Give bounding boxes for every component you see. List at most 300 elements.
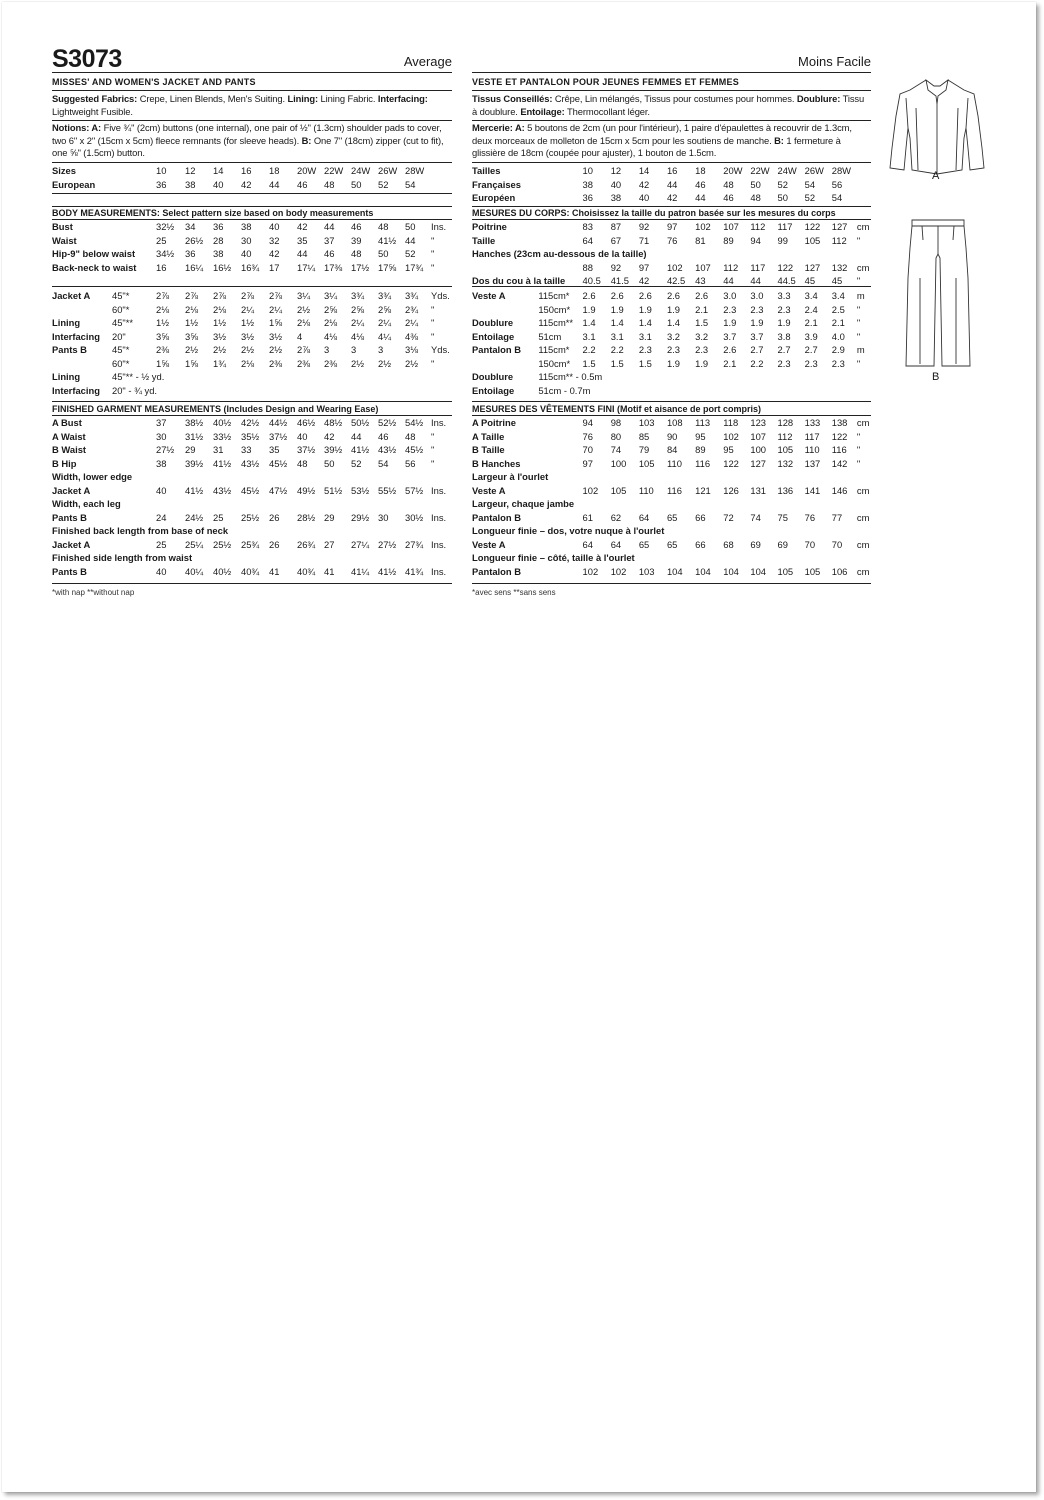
cell-value: 1⅝: [185, 357, 199, 369]
divider: [52, 72, 452, 73]
cell-value: 46½: [297, 417, 316, 428]
row-unit: ": [431, 317, 435, 328]
cell-value: 3.9: [804, 330, 818, 342]
cell-value: 2.1: [804, 317, 818, 328]
cell-value: 44: [666, 178, 678, 190]
cell-value: 48: [297, 457, 308, 469]
cell-value: 99: [777, 234, 788, 246]
cell-value: 74: [610, 444, 622, 455]
row-subtype: [538, 565, 582, 579]
cell-value: [185, 384, 213, 398]
row-unit: ": [856, 444, 861, 455]
row-label: Doublure: [472, 371, 514, 382]
cell-value: 132: [831, 261, 848, 273]
cell-value: 51½: [324, 484, 343, 496]
table-row: [52, 524, 453, 538]
cell-value: 1.9: [638, 303, 652, 315]
row-subtype: 60"*: [112, 357, 130, 369]
footnote-en: *with nap **without nap: [52, 588, 135, 597]
cell-value: 42: [324, 430, 335, 442]
body-measurements-title-en: BODY MEASUREMENTS: Select pattern size based on body measurements: [52, 208, 374, 218]
cell-value: 79: [638, 444, 650, 455]
row-subtype: [112, 538, 156, 552]
cell-value: 52: [405, 248, 416, 259]
table-row: [52, 370, 453, 384]
cell-value: 2⅛: [156, 303, 170, 315]
cell-value: 2.1: [723, 357, 737, 369]
cell-value: 1.4: [610, 317, 624, 328]
row-unit: ": [431, 457, 435, 469]
divider: [472, 72, 871, 73]
cell-value: [667, 384, 695, 398]
table-row: [472, 484, 871, 498]
cell-value: 32½: [156, 221, 175, 232]
cell-value: 43½: [241, 457, 260, 469]
row-unit: ": [856, 457, 861, 469]
cell-value: 1⅝: [269, 317, 283, 328]
table-row: [472, 524, 871, 538]
cell-value: 31: [213, 444, 224, 455]
cell-value: [750, 384, 777, 398]
cell-value: 1.9: [695, 357, 709, 369]
cell-value: 1.9: [666, 303, 681, 315]
cell-value: 102: [582, 565, 599, 577]
row-unit: cm: [856, 417, 870, 428]
cell-value: 14: [638, 165, 650, 176]
cell-value: 40: [213, 178, 224, 190]
table-row: [52, 261, 453, 275]
cell-value: 37½: [269, 430, 288, 442]
table-row: [472, 343, 871, 357]
cell-value: 45½: [405, 444, 424, 455]
cell-value: 105: [610, 484, 627, 496]
fabrics-fr: Tissus Conseillés: Crêpe, Lin mélangés, Tissus pour costumes pour hommes. Doublure: Tissu à doublure. Entoilage: Thermocollant léger.: [472, 93, 865, 117]
cell-value: 2.6: [695, 290, 709, 301]
table-row: [52, 565, 453, 579]
cell-value: 41½: [185, 484, 204, 496]
cell-value: 103: [638, 417, 655, 428]
row-subtype: [112, 178, 156, 192]
cell-value: 40½: [213, 565, 232, 577]
cell-value: 25¼: [185, 538, 204, 550]
cell-value: 76: [582, 430, 593, 442]
cell-value: 1½: [213, 317, 227, 328]
cell-value: 48½: [324, 417, 343, 428]
row-subtype: 45"*: [112, 290, 130, 301]
cell-value: 44: [297, 248, 308, 259]
cell-value: 2⅞: [297, 344, 311, 355]
cell-value: 1.9: [582, 303, 596, 315]
cell-value: 104: [695, 565, 711, 577]
jacket-a-drawing: [882, 78, 992, 378]
cell-value: 42½: [241, 417, 260, 428]
cell-value: [695, 384, 723, 398]
cell-value: 142: [831, 457, 848, 469]
cell-value: 30½: [405, 511, 424, 523]
cell-value: 77: [831, 511, 843, 523]
cell-value: 3¼: [324, 290, 338, 301]
row-label: Pants B: [52, 344, 87, 355]
cell-value: 12: [185, 165, 196, 176]
cell-value: 16¼: [185, 261, 204, 273]
row-unit: [857, 370, 871, 384]
row-label: A Poitrine: [472, 417, 516, 428]
table-row: [52, 416, 453, 430]
cell-value: 42: [638, 178, 650, 190]
table-row: [472, 565, 871, 579]
cell-value: [269, 384, 297, 398]
row-subtype: [538, 220, 582, 234]
table-row: [472, 316, 871, 330]
cell-value: 57½: [405, 484, 424, 496]
cell-value: [297, 370, 324, 384]
cell-value: 2.5: [831, 303, 845, 315]
table-row: [472, 164, 871, 178]
cell-value: 146: [831, 484, 848, 496]
row-subtype: [112, 565, 156, 579]
row-label: Lining: [52, 371, 81, 382]
cell-value: 36: [582, 192, 593, 203]
cell-value: 3¾: [378, 290, 392, 301]
row-unit: [431, 178, 453, 192]
cell-value: 3.0: [750, 290, 764, 301]
cell-value: 1.9: [610, 303, 624, 315]
cell-value: 35½: [241, 430, 260, 442]
cell-value: 3⅛: [405, 344, 419, 355]
row-label: Width, lower edge: [52, 471, 133, 482]
table-row: [472, 357, 871, 371]
row-subtype: [112, 164, 156, 178]
cell-value: 69: [777, 538, 788, 550]
row-unit: Yds.: [431, 344, 450, 355]
cell-value: 54: [831, 192, 843, 203]
table-row: [52, 470, 453, 484]
cell-value: 25: [156, 538, 167, 550]
row-label: [52, 357, 112, 371]
cell-value: 2¼: [241, 303, 255, 315]
row-subtype: 115cm*: [538, 290, 570, 301]
row-label: [472, 357, 538, 371]
cell-value: 30: [378, 511, 389, 523]
row-unit: Ins.: [431, 221, 447, 232]
cell-value: 22W: [324, 165, 344, 176]
row-label: Width, each leg: [52, 498, 121, 509]
garment-title-en: MISSES' AND WOMEN'S JACKET AND PANTS: [52, 77, 256, 87]
cell-value: 65: [666, 511, 678, 523]
cell-value: 117: [777, 221, 793, 232]
cell-value: 40: [241, 248, 252, 259]
row-label: Longueur finie – dos, votre nuque à l'ourlet: [472, 525, 665, 536]
cell-value: 30: [241, 234, 252, 246]
cell-value: 40: [156, 484, 167, 496]
cell-value: 27¾: [405, 538, 424, 550]
cell-value: 37½: [297, 444, 316, 455]
cell-value: 50: [777, 192, 788, 203]
table-row: [52, 497, 453, 511]
cell-value: 112: [777, 430, 793, 442]
cell-value: 46: [695, 178, 706, 190]
cell-value: 24½: [185, 511, 204, 523]
cell-value: 74: [750, 511, 761, 523]
finished-table-fr: [472, 416, 871, 578]
row-label: Pantalon B: [472, 344, 521, 355]
cell-value: [750, 370, 777, 384]
cell-value: 84: [666, 444, 678, 455]
garment-title-fr: VESTE ET PANTALON POUR JEUNES FEMMES ET FEMMES: [472, 77, 739, 87]
cell-value: 48: [351, 248, 362, 259]
cell-value: 110: [804, 444, 820, 455]
cell-value: 117: [804, 430, 820, 442]
table-row: [52, 484, 453, 498]
row-subtype: 51cm: [538, 330, 562, 342]
table-row: [472, 384, 871, 398]
table-row: [52, 234, 453, 248]
cell-value: 18: [695, 165, 706, 176]
cell-value: 94: [582, 417, 593, 428]
cell-value: 133: [804, 417, 821, 428]
cell-value: 25½: [241, 511, 260, 523]
sizes-table-fr: [472, 164, 871, 205]
row-subtype: 45"**: [112, 317, 134, 328]
cell-value: 16: [156, 261, 167, 273]
row-unit: ": [431, 330, 435, 342]
cell-value: 50: [750, 178, 761, 190]
cell-value: 10: [156, 165, 167, 176]
cell-value: 39: [351, 234, 362, 246]
cell-value: 44½: [269, 417, 288, 428]
row-label: [52, 303, 112, 317]
cell-value: 136: [777, 484, 794, 496]
cell-value: 33½: [213, 430, 232, 442]
cell-value: 17½: [351, 261, 370, 273]
row-subtype: [538, 416, 582, 430]
row-label: Back-neck to waist: [52, 261, 137, 273]
row-unit: Ins.: [431, 417, 447, 428]
cell-value: 2⅝: [351, 303, 365, 315]
cell-value: 2⅞: [185, 290, 199, 301]
cell-value: 2.2: [610, 344, 624, 355]
cell-value: 3.4: [831, 290, 845, 301]
cell-value: 2⅜: [297, 357, 311, 369]
cell-value: 2¼: [405, 317, 419, 328]
row-unit: [857, 384, 871, 398]
cell-value: 3.8: [777, 330, 791, 342]
row-unit: ": [856, 357, 861, 369]
row-label: [472, 261, 538, 275]
cell-value: 48: [324, 178, 335, 190]
row-subtype: [112, 484, 156, 498]
cell-value: [378, 370, 405, 384]
cell-value: 127: [831, 221, 848, 232]
cell-value: 2½: [269, 344, 283, 355]
table-row: [472, 497, 871, 511]
cell-value: 16¾: [241, 261, 260, 273]
row-subtype: [538, 443, 582, 457]
cell-value: 3¼: [297, 290, 311, 301]
row-label: Veste A: [472, 538, 506, 550]
cell-value: 2⅝: [324, 303, 338, 315]
row-label: Interfacing: [52, 384, 100, 396]
cell-value: 2.6: [723, 344, 737, 355]
cell-value: 47½: [269, 484, 288, 496]
table-row: [472, 303, 871, 317]
cell-value: 45: [831, 275, 843, 286]
cell-value: 3.0: [723, 290, 737, 301]
cell-value: 102: [610, 565, 627, 577]
divider: [52, 120, 452, 121]
row-subtype: [538, 191, 582, 205]
cell-value: 102: [666, 261, 683, 273]
yardage-table-en: [52, 289, 452, 397]
cell-value: 126: [723, 484, 739, 496]
cell-value: 92: [610, 261, 622, 273]
cell-value: [723, 384, 750, 398]
cell-value: 1.4: [638, 317, 652, 328]
cell-value: 95: [695, 430, 706, 442]
cell-value: [241, 370, 269, 384]
cell-value: 2.3: [666, 344, 681, 355]
row-unit: [431, 164, 453, 178]
row-unit: cm: [856, 221, 870, 232]
cell-value: 29: [324, 511, 335, 523]
measurement-grid: [52, 416, 453, 578]
cell-value: 2.1: [831, 317, 845, 328]
table-row: [472, 234, 871, 248]
measurement-grid: [52, 220, 453, 274]
cell-value: 107: [723, 221, 739, 232]
cell-value: 2.6: [638, 290, 652, 301]
cell-value: 1.5: [582, 357, 596, 369]
cell-value: [297, 384, 324, 398]
cell-value: 3¾: [405, 290, 419, 301]
cell-value: 37: [324, 234, 335, 246]
cell-value: 95: [723, 444, 734, 455]
cell-value: 137: [804, 457, 821, 469]
cell-value: 2¼: [378, 317, 392, 328]
row-unit: cm: [856, 538, 870, 550]
technical-drawings: [882, 78, 992, 383]
table-row: [52, 164, 453, 178]
row-subtype: 150cm*: [538, 303, 571, 315]
cell-value: 42: [666, 192, 678, 203]
row-subtype: [538, 538, 582, 552]
cell-value: 41½: [351, 444, 370, 455]
row-label: Européen: [472, 192, 516, 203]
cell-value: 42: [638, 275, 650, 286]
cell-value: 64: [638, 511, 650, 523]
divider: [472, 583, 871, 584]
row-subtype: [538, 484, 582, 498]
row-subtype: [112, 430, 156, 444]
cell-value: 1⅝: [156, 357, 170, 369]
cell-value: 102: [582, 484, 599, 496]
cell-value: 38½: [185, 417, 204, 428]
cell-value: 70: [831, 538, 843, 550]
cell-value: 48: [750, 192, 761, 203]
cell-value: 38: [582, 178, 593, 190]
cell-value: 56: [831, 178, 843, 190]
row-subtype: 45"** - ½ yd.: [112, 371, 165, 382]
cell-value: [639, 370, 667, 384]
cell-value: 1.5: [695, 317, 709, 328]
divider: [52, 162, 452, 163]
cell-value: 65: [666, 538, 678, 550]
row-unit: Ins.: [431, 565, 447, 577]
table-row: [472, 443, 871, 457]
row-unit: ": [431, 234, 435, 246]
cell-value: 88: [582, 261, 593, 273]
cell-value: 45: [804, 275, 816, 286]
cell-value: 48: [723, 178, 734, 190]
cell-value: 71: [638, 234, 650, 246]
row-label: A Bust: [52, 417, 82, 428]
cell-value: 104: [723, 565, 739, 577]
cell-value: [639, 384, 667, 398]
cell-value: 102: [695, 221, 711, 232]
notions-fr: Mercerie: A: 5 boutons de 2cm (un pour l'intérieur), 1 paire d'épaulettes à recouvrir de 1.3cm, deux morceaux de molleton de 15cm x 5cm pour les soutiens de manche. B: 1 fermeture à glissière de 18cm (coupée pour ajuster), 1 bouton de 1.5cm.: [472, 122, 852, 158]
cell-value: 54: [378, 457, 389, 469]
cell-value: 117: [750, 261, 766, 273]
cell-value: 26½: [185, 234, 204, 246]
cell-value: 40.5: [582, 275, 601, 286]
cell-value: 1.9: [723, 317, 737, 328]
table-row: [472, 430, 871, 444]
row-subtype: [538, 164, 582, 178]
cell-value: 113: [695, 417, 711, 428]
row-label: Entoilage: [472, 330, 515, 342]
cell-value: 2.6: [666, 290, 681, 301]
cell-value: [156, 384, 185, 398]
cell-value: 49½: [297, 484, 316, 496]
cell-value: 53½: [351, 484, 370, 496]
cell-value: 26¾: [297, 538, 316, 550]
cell-value: 108: [666, 417, 683, 428]
cell-value: 31½: [185, 430, 204, 442]
cell-value: 128: [777, 417, 794, 428]
row-label: Finished side length from waist: [52, 552, 193, 563]
cell-value: 2⅞: [156, 290, 170, 301]
divider: [52, 401, 452, 402]
row-subtype: 115cm** - 0.5m: [538, 371, 603, 382]
row-label: Tailles: [472, 165, 501, 176]
cell-value: 2.2: [582, 344, 596, 355]
table-row: [52, 303, 453, 317]
table-row: [472, 261, 871, 275]
cell-value: 2½: [213, 344, 227, 355]
row-label: Jacket A: [52, 290, 91, 301]
cell-value: 52: [777, 178, 788, 190]
cell-value: 2¼: [351, 317, 365, 328]
cell-value: 20W: [297, 165, 317, 176]
row-label: Finished back length from base of neck: [52, 525, 229, 536]
pattern-code: S3073: [52, 45, 122, 73]
row-label: A Waist: [52, 430, 86, 442]
cell-value: 80: [610, 430, 622, 442]
row-subtype: [112, 457, 156, 471]
cell-value: 52: [804, 192, 816, 203]
cell-value: 2⅛: [241, 357, 255, 369]
measurement-grid: [472, 220, 871, 288]
cell-value: 2.2: [750, 357, 764, 369]
cell-value: 16: [241, 165, 252, 176]
cell-value: [778, 384, 805, 398]
fabrics-en: Suggested Fabrics: Crepe, Linen Blends, Men's Suiting. Lining: Lining Fabric. Interfacing: Lightweight Fusible.: [52, 93, 428, 117]
cell-value: 83: [582, 221, 593, 232]
cell-value: 97: [582, 457, 593, 469]
row-unit: ": [431, 261, 435, 273]
cell-value: 2½: [297, 303, 311, 315]
cell-value: 25¾: [241, 538, 260, 550]
